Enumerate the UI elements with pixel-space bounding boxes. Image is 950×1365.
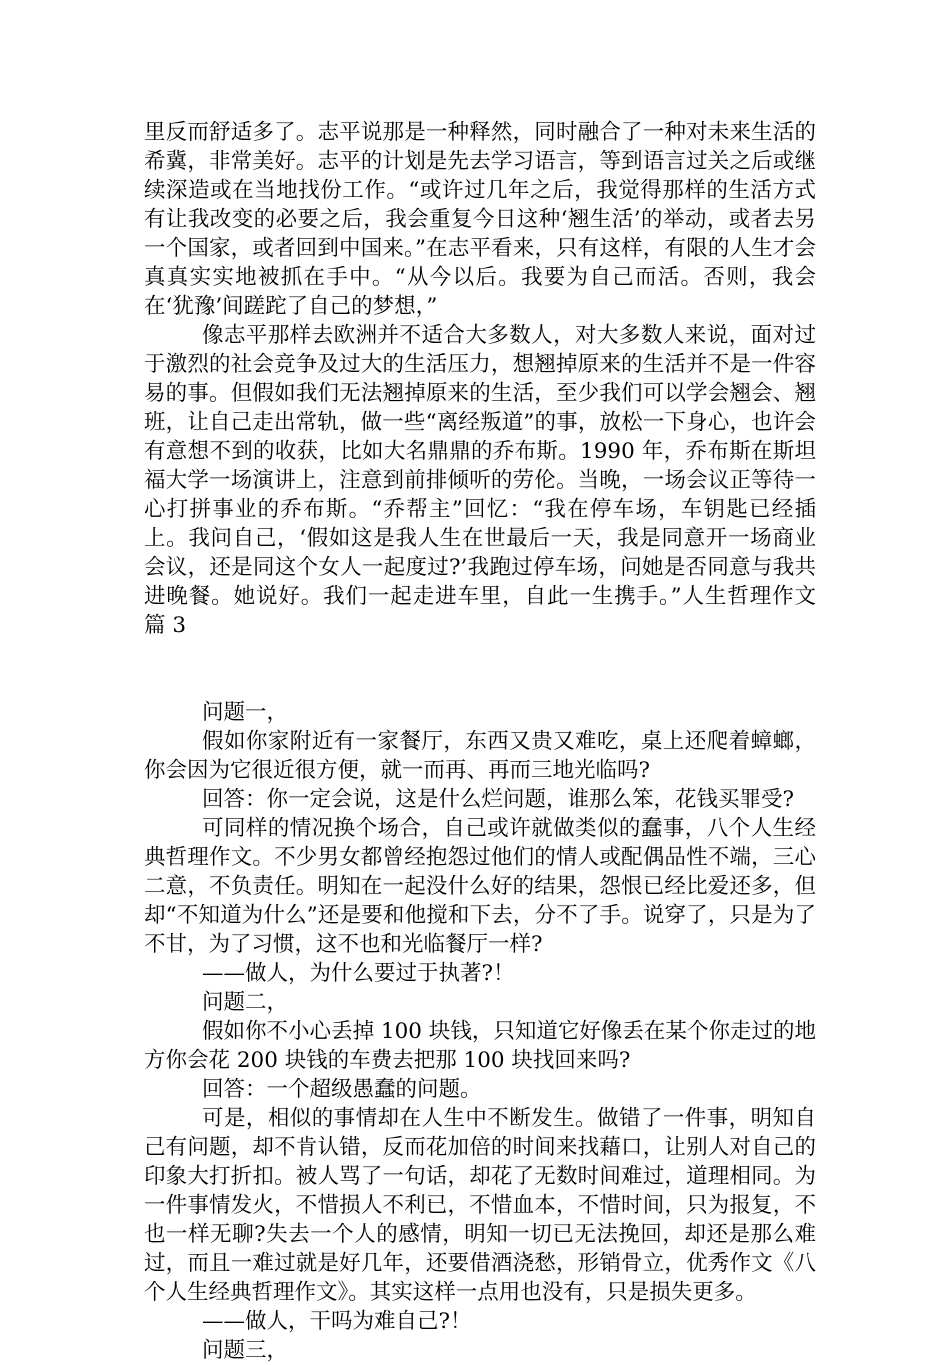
question-three-heading: 问题三， (202, 1338, 289, 1363)
moral-one: ——做人，为什么要过于执著?！ (202, 961, 515, 986)
answer-two: 回答：一个超级愚蠢的问题。 (202, 1077, 482, 1102)
discussion-two: 可是，相似的事情却在人生中不断发生。做错了一件事，明知自己有问题，却不肯认错，反而花加倍的时间来找藉口，让别人对自己的印象大打折扣。被人骂了一句话，却花了无数时间难过，道理相同。为一件事情发火，不惜损人不利已，不惜血本，不惜时间，只为报复，不也一样无聊?失去一个人的感情，明知一切已无法挽回，却还是那么难过，而且一难过就是好几年，还要借酒浇愁，形销骨立，优秀作文《八个人生经典哲理作文》。其实这样一点用也没有，只是损失更多。 (144, 1106, 816, 1305)
question-two-heading: 问题二， (202, 990, 289, 1015)
question-two-text: 假如你不小心丢掉 100 块钱，只知道它好像丢在某个你走过的地方你会花 200 块钱的车费去把那 100 块找回来吗? (144, 1019, 816, 1073)
question-one-text: 假如你家附近有一家餐厅，东西又贵又难吃，桌上还爬着蟑螂，你会因为它很近很方便，就一而再、再而三地光临吗? (144, 729, 816, 783)
answer-one: 回答：你一定会说，这是什么烂问题，谁那么笨，花钱买罪受? (202, 787, 795, 812)
discussion-one: 可同样的情况换个场合，自己或许就做类似的蠢事，八个人生经典哲理作文。不少男女都曾经抱怨过他们的情人或配偶品性不端，三心二意，不负责任。明知在一起没什么好的结果，怨恨已经比爱还多，但却“不知道为什么”还是要和他搅和下去，分不了手。说穿了，只是为了不甘，为了习惯，这不也和光临餐厅一样? (144, 816, 816, 957)
paragraph-gap (144, 640, 816, 698)
moral-two: ——做人，干吗为难自己?！ (202, 1309, 472, 1334)
paragraph-2: 像志平那样去欧洲并不适合大多数人，对大多数人来说，面对过于激烈的社会竞争及过大的生活压力，想翘掉原来的生活并不是一件容易的事。但假如我们无法翘掉原来的生活，至少我们可以学会翘会、翘班，让自己走出常轨，做一些“离经叛道”的事，放松一下身心，也许会有意想不到的收获，比如大名鼎鼎的乔布斯。1990 年，乔布斯在斯坦福大学一场演讲上，注意到前排倾听的劳伦。当晚，一场会议正等待一心打拼事业的乔布斯。“乔帮主”回忆：“我在停车场，车钥匙已经插上。我问自己，‘假如这是我人生在世最后一天，我是同意开一场商业会议，还是同这个女人一起度过?’我跑过停车场，问她是否同意与我共进晚餐。她说好。我们一起走进车里，自此一生携手。”人生哲理作文 篇 3 (144, 323, 816, 638)
question-one-heading: 问题一， (202, 700, 289, 725)
document-body (144, 118, 816, 1365)
paragraph-1: 里反而舒适多了。志平说那是一种释然，同时融合了一种对未来生活的希冀，非常美好。志平的计划是先去学习语言，等到语言过关之后或继续深造或在当地找份工作。“或许过几年之后，我觉得那样的生活方式有让我改变的必要之后，我会重复今日这种‘翘生活’的举动，或者去另一个国家，或者回到中国来。”在志平看来，只有这样，有限的人生才会真真实实地被抓在手中。“从今以后。我要为自己而活。否则，我会在‘犹豫’间蹉跎了自己的梦想，” (144, 120, 816, 319)
